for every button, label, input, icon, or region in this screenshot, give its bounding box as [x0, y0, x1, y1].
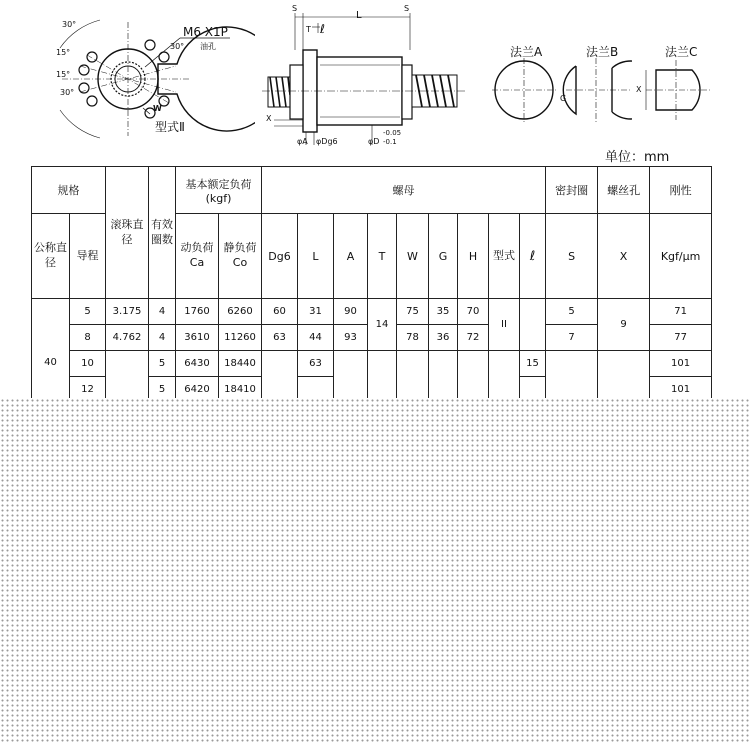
angle-label: 30° [170, 42, 185, 51]
cell-turns: 4 [149, 299, 176, 325]
cell-ell [520, 299, 546, 351]
flange-c-dim: X [636, 85, 642, 94]
flange-c-drawing [642, 58, 712, 122]
cell-turns: 4 [149, 325, 176, 351]
angle-label: 30° [62, 20, 77, 29]
cell-A: 93 [334, 325, 368, 351]
header-stat: 静负荷Co [219, 214, 262, 299]
cell-W: 75 [397, 299, 429, 325]
header-G: G [429, 214, 458, 299]
header-hole: 螺丝孔 [598, 167, 650, 214]
cell-dg6 [262, 351, 298, 403]
header-dyn: 动负荷Ca [176, 214, 219, 299]
thread-label: M6 X1P [183, 25, 228, 39]
dim-s-left: S [292, 4, 298, 13]
header-dg6: Dg6 [262, 214, 298, 299]
left-thread [268, 77, 290, 107]
cell-co: 6260 [219, 299, 262, 325]
cell-L: 44 [298, 325, 334, 351]
dim-s-right: S [404, 4, 410, 13]
header-ell: ℓ [520, 214, 546, 299]
header-turns: 有效圈数 [149, 167, 176, 299]
header-S: S [546, 214, 598, 299]
header-nominal: 公称直径 [32, 214, 70, 299]
cell-X: 9 [598, 299, 650, 351]
cell-ball [106, 351, 149, 403]
cell-W: 78 [397, 325, 429, 351]
dim-ell: ℓ [320, 22, 325, 36]
bolt-hole [145, 40, 155, 50]
dim-tol-lower: -0.1 [383, 138, 397, 146]
cell-lead: 10 [70, 351, 106, 377]
header-type: 型式 [489, 214, 520, 299]
table-row [32, 351, 712, 377]
w-label: W [153, 104, 162, 113]
cell-dg6: 60 [262, 299, 298, 325]
bolt-hole [159, 52, 169, 62]
angle-label: 30° [60, 88, 75, 97]
cell-X [598, 351, 650, 403]
header-load-unit: (kgf) [205, 191, 232, 205]
cell-G: 36 [429, 325, 458, 351]
unit-label: 单位：mm [605, 150, 670, 165]
dim-d: φD [368, 137, 380, 146]
cell-T: 14 [368, 299, 397, 351]
spec-table [31, 166, 712, 403]
bolt-hole [87, 96, 97, 106]
header-nut: 螺母 [262, 167, 546, 214]
dim-dg6: φDg6 [316, 137, 338, 146]
flange-b-dim: G [560, 94, 567, 103]
cell-ca: 6430 [176, 351, 219, 377]
cell-ball: 3.175 [106, 299, 149, 325]
cell-turns: 5 [149, 351, 176, 377]
cell-ca: 3610 [176, 325, 219, 351]
oil-hole-label: 油孔 [200, 42, 216, 51]
bolt-hole [87, 52, 97, 62]
header-X: X [598, 214, 650, 299]
dim-a: φA [297, 137, 308, 146]
header-lead: 导程 [70, 214, 106, 299]
cell-rigid: 77 [650, 325, 712, 351]
flange-a-drawing [492, 58, 556, 122]
cell-T [368, 351, 397, 403]
header-rigid-unit: Kgf/μm [650, 214, 712, 299]
cell-co: 18440 [219, 351, 262, 377]
cell-H: 70 [458, 299, 489, 325]
cell-co: 18410 [219, 377, 262, 403]
header-spec: 规格 [32, 167, 106, 214]
cell-A [334, 351, 368, 403]
angle-label: 15° [56, 48, 71, 57]
cell-lead: 8 [70, 325, 106, 351]
dim-tol-upper: -0.05 [383, 129, 402, 137]
cell-W [397, 351, 429, 403]
cell-rigid: 71 [650, 299, 712, 325]
dim-l: L [356, 10, 362, 21]
angle-label: 15° [56, 70, 71, 79]
cell-lead: 12 [70, 377, 106, 403]
cell-nominal: 40 [32, 299, 70, 403]
cell-ca: 6420 [176, 377, 219, 403]
dim-x: X [266, 114, 272, 123]
header-L: L [298, 214, 334, 299]
cell-rigid: 101 [650, 351, 712, 377]
cell-G [429, 351, 458, 403]
cell-rigid: 101 [650, 377, 712, 403]
flange-b-label: 法兰B [586, 45, 619, 59]
header-load-title: 基本额定负荷 [185, 177, 252, 191]
cell-ball: 4.762 [106, 325, 149, 351]
flange-b-drawing [562, 58, 632, 122]
cell-ell: 15 [520, 351, 546, 377]
flange-c-label: 法兰C [665, 45, 698, 59]
cell-ca: 1760 [176, 299, 219, 325]
dim-t: T [306, 25, 311, 34]
header-T: T [368, 214, 397, 299]
header-load [176, 167, 262, 214]
dotted-overlay [0, 398, 750, 744]
type-label: 型式Ⅱ [155, 120, 185, 134]
header-ball: 滚珠直径 [106, 167, 149, 299]
bolt-hole [79, 83, 89, 93]
cell-S: 7 [546, 325, 598, 351]
header-seal: 密封圈 [546, 167, 598, 214]
cell-lead: 5 [70, 299, 106, 325]
cell-H [458, 351, 489, 403]
cell-dg6: 63 [262, 325, 298, 351]
side-view-drawing [260, 5, 470, 155]
cell-type [489, 351, 520, 403]
cell-H: 72 [458, 325, 489, 351]
cell-S: 5 [546, 299, 598, 325]
bolt-hole [79, 65, 89, 75]
cell-co: 11260 [219, 325, 262, 351]
cell-G: 35 [429, 299, 458, 325]
header-W: W [397, 214, 429, 299]
cell-turns: 5 [149, 377, 176, 403]
cell-S [546, 351, 598, 403]
cell-L: 63 [298, 351, 334, 377]
header-H: H [458, 214, 489, 299]
cell-A: 90 [334, 299, 368, 325]
header-rigid: 刚性 [650, 167, 712, 214]
flange-a-label: 法兰A [510, 45, 543, 59]
header-A: A [334, 214, 368, 299]
cell-L: 31 [298, 299, 334, 325]
table-row [32, 299, 712, 325]
cell-type: II [489, 299, 520, 351]
